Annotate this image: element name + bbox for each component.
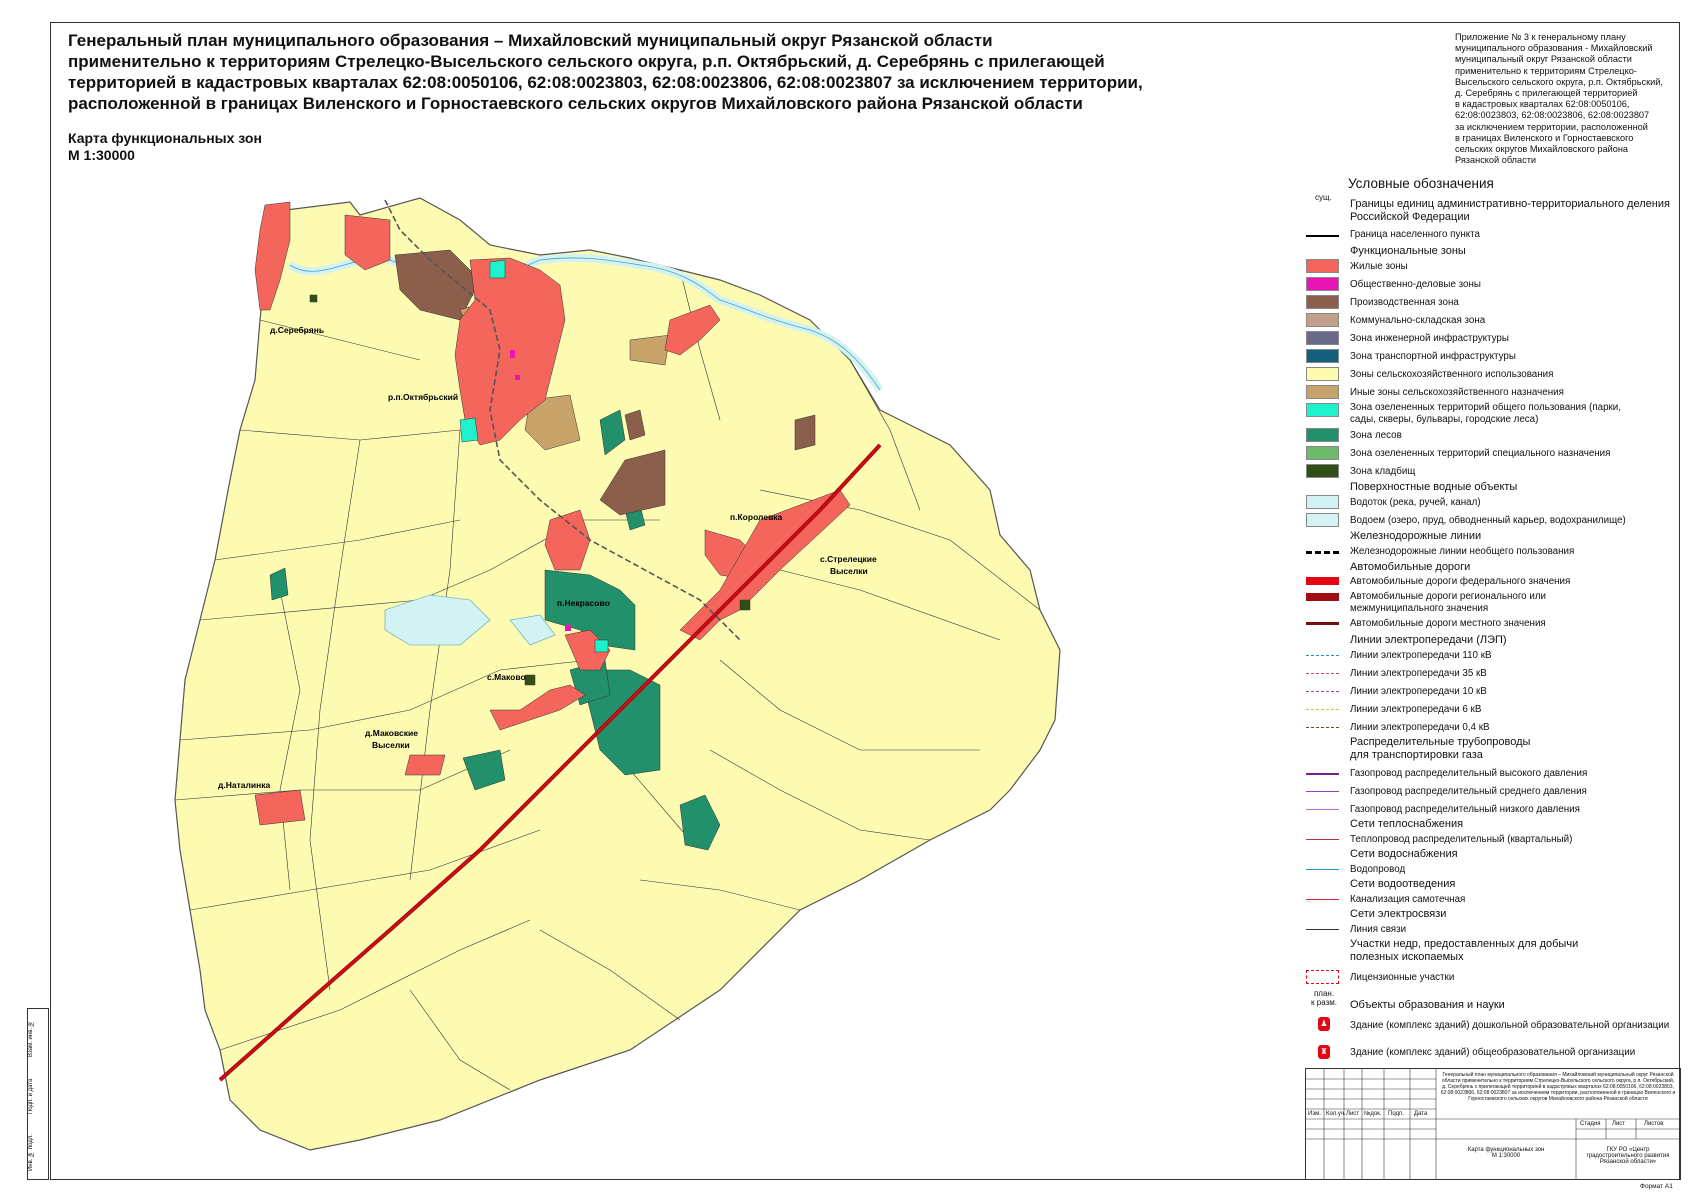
legend-item: Жилые зоны xyxy=(1350,261,1408,272)
legend-swatch xyxy=(1306,513,1339,527)
legend-line-swatch xyxy=(1306,551,1339,554)
legend-section: Поверхностные водные объекты xyxy=(1350,481,1518,493)
place-label: р.п.Октябрьский xyxy=(388,392,459,402)
legend-item: Граница населенного пункта xyxy=(1350,229,1480,240)
appendix-line: муниципальный округ Рязанской области xyxy=(1455,54,1632,65)
legend-item: Коммунально-складская зона xyxy=(1350,315,1486,326)
place-label: д.Маковские xyxy=(365,728,418,738)
sheet-format: Формат А1 xyxy=(1640,1183,1673,1190)
stamp-stage: Стадия xyxy=(1580,1121,1601,1127)
title-line: применительно к территориям Стрелецко-Высельского сельского округа, р.п. Октябрьский, д. Серебрянь с прилегающей xyxy=(68,52,1105,71)
legend-item: Линии электропередачи 6 кВ xyxy=(1350,704,1482,715)
stamp-col-label: Подп. xyxy=(1388,1111,1404,1117)
legend-section: Участки недр, предоставленных для добычи полезных ископаемых xyxy=(1350,938,1579,963)
legend-item: Зоны сельскохозяйственного использования xyxy=(1350,369,1554,380)
legend-item: Линия связи xyxy=(1350,924,1407,935)
place-label: п.Некрасово xyxy=(557,598,610,608)
stamp-sheets: Листов xyxy=(1644,1121,1664,1127)
legend-line-swatch xyxy=(1306,869,1339,870)
legend-section: Границы единиц административно-территориального деления Российской Федерации xyxy=(1350,198,1670,223)
legend-line-swatch xyxy=(1306,709,1339,710)
legend-section: Функциональные зоны xyxy=(1350,245,1466,257)
title-line: Генеральный план муниципального образования – Михайловский муниципальный округ Рязанской области xyxy=(68,31,993,50)
school-icon: ♜ xyxy=(1318,1045,1330,1059)
legend-item: Здание (комплекс зданий) общеобразовательной организации xyxy=(1350,1047,1636,1058)
legend-line-swatch xyxy=(1306,929,1339,930)
appendix-line: применительно к территориям Стрелецко- xyxy=(1455,65,1637,76)
legend-line-swatch xyxy=(1306,809,1339,810)
legend-item: Производственная зона xyxy=(1350,297,1459,308)
stamp-col-label: Дата xyxy=(1414,1111,1428,1117)
legend-item: Линии электропередачи 0,4 кВ xyxy=(1350,722,1490,733)
legend-swatch xyxy=(1306,495,1339,509)
place-label: д.Серебрянь xyxy=(270,325,325,335)
legend-item: Автомобильные дороги регионального или межмуниципального значения xyxy=(1350,591,1547,614)
stamp-col-label: Изм. xyxy=(1308,1111,1321,1117)
legend-line-swatch xyxy=(1306,235,1339,237)
legend-item: Водоем (озеро, пруд, обводненный карьер, водохранилище) xyxy=(1350,515,1626,526)
legend-swatch xyxy=(1306,403,1339,417)
map-title xyxy=(68,30,1218,114)
stamp-col-label: Лист xyxy=(1346,1111,1360,1117)
legend-item: Газопровод распределительный низкого давления xyxy=(1350,804,1580,815)
appendix-line: за исключением территории, расположенной xyxy=(1455,121,1648,132)
legend-swatch xyxy=(1306,313,1339,327)
legend-line-swatch xyxy=(1306,691,1339,692)
legend-section: Распределительные трубопроводы для транспортировки газа xyxy=(1350,736,1531,761)
map-subtitle xyxy=(68,130,262,164)
legend-item: Газопровод распределительный высокого давления xyxy=(1350,768,1588,779)
legend-line-swatch xyxy=(1306,839,1339,840)
legend-section: Объекты образования и науки xyxy=(1350,999,1505,1011)
legend-swatch xyxy=(1306,577,1339,585)
legend-item: Лицензионные участки xyxy=(1350,972,1455,983)
legend-line-swatch xyxy=(1306,655,1339,656)
side-approval-strip xyxy=(27,1008,49,1180)
legend-item: Зона озелененных территорий общего пользования (парки, сады, скверы, бульвары, городские леса) xyxy=(1350,402,1622,425)
legend-existing-label: сущ. xyxy=(1315,193,1332,202)
stamp-col-label: №док. xyxy=(1364,1111,1382,1117)
legend-item: Иные зоны сельскохозяйственного назначения xyxy=(1350,387,1564,398)
legend-section: Автомобильные дороги xyxy=(1350,561,1471,573)
legend-swatch xyxy=(1306,277,1339,291)
legend-swatch xyxy=(1306,464,1339,478)
appendix-line: сельских округов Михайловского района xyxy=(1455,144,1629,155)
legend-swatch xyxy=(1306,385,1339,399)
appendix-note xyxy=(1455,32,1675,166)
legend-line-swatch xyxy=(1306,622,1339,625)
stamp-sheet: Лист xyxy=(1612,1121,1626,1127)
appendix-line: Высельского сельского округа, р.п. Октябрьский, xyxy=(1455,76,1663,87)
legend-swatch xyxy=(1306,349,1339,363)
legend-item: Зона лесов xyxy=(1350,430,1402,441)
stamp-organization: ГКУ РО «Центр градостроительного развития Рязанской области» xyxy=(1586,1147,1670,1165)
place-label: Выселки xyxy=(372,740,410,750)
legend-item: Канализация самотечная xyxy=(1350,894,1466,905)
legend-section: Железнодорожные линии xyxy=(1350,530,1482,542)
place-label: д.Наталинка xyxy=(218,780,271,790)
legend-item: Здание (комплекс зданий) дошкольной образовательной организации xyxy=(1350,1020,1670,1031)
legend-section: Линии электропередачи (ЛЭП) xyxy=(1350,634,1507,646)
legend-planned-label: план. к разм. xyxy=(1311,989,1337,1007)
legend-item: Общественно-деловые зоны xyxy=(1350,279,1481,290)
legend-title: Условные обозначения xyxy=(1348,176,1494,191)
side-strip-label: Взам. инв. № xyxy=(28,1020,34,1057)
place-label: Выселки xyxy=(830,566,868,576)
legend-swatch xyxy=(1306,367,1339,381)
legend-line-swatch xyxy=(1306,673,1339,674)
side-strip-label: Инв. № подл. xyxy=(28,1134,34,1172)
legend-line-swatch xyxy=(1306,791,1339,792)
legend-swatch xyxy=(1306,295,1339,309)
legend-swatch xyxy=(1306,331,1339,345)
functional-zones-map[interactable] xyxy=(160,190,1310,1180)
map-name: Карта функциональных зон xyxy=(68,130,262,146)
legend-swatch xyxy=(1306,593,1339,601)
legend xyxy=(1305,173,1680,1023)
legend-item: Линии электропередачи 10 кВ xyxy=(1350,686,1487,697)
legend-section: Сети теплоснабжения xyxy=(1350,818,1464,830)
title-block xyxy=(1305,1068,1681,1180)
appendix-line: Рязанской области xyxy=(1455,155,1537,166)
legend-item: Теплопровод распределительный (квартальный) xyxy=(1350,834,1573,845)
legend-item: Линии электропередачи 110 кВ xyxy=(1350,650,1492,661)
legend-item: Автомобильные дороги федерального значения xyxy=(1350,576,1571,587)
place-label: п.Королевка xyxy=(730,512,783,522)
stamp-sheet-name: Карта функциональных зон М 1:30000 xyxy=(1467,1147,1545,1159)
legend-section: Сети водоотведения xyxy=(1350,878,1456,890)
legend-swatch xyxy=(1306,446,1339,460)
legend-item: Газопровод распределительный среднего давления xyxy=(1350,786,1587,797)
title-line: расположенной в границах Виленского и Горностаевского сельских округов Михайловского района Рязанской области xyxy=(68,94,1083,113)
appendix-line: д. Серебрянь с прилегающей территорией xyxy=(1455,88,1638,99)
legend-item: Автомобильные дороги местного значения xyxy=(1350,618,1546,629)
appendix-line: муниципального образования - Михайловский xyxy=(1455,43,1653,54)
appendix-line: в кадастровых кварталах 62:08:0050106, xyxy=(1455,99,1630,110)
legend-item: Водоток (река, ручей, канал) xyxy=(1350,497,1481,508)
legend-section: Сети водоснабжения xyxy=(1350,848,1458,860)
stamp-doc-text: Генеральный план муниципального образования – Михайловский муниципальный округ Рязанской области применительно к территориям Стрелецко-Высельского сельского округа, р.п. Октябрьский, д. Серебрянь с прилегающей территорией в кадастровых кварталах 62:08:0050106, 62:08:0023803, 62:08:0023806, 62:08:0023807 за исключением территории, расположенной в границах Виленского и Горностаевского сельских округов Михайловского района Рязанской области xyxy=(1440,1072,1676,1102)
legend-swatch xyxy=(1306,259,1339,273)
map-scale: М 1:30000 xyxy=(68,147,135,163)
legend-item: Железнодорожные линии необщего пользования xyxy=(1350,546,1575,557)
legend-item: Линии электропередачи 35 кВ xyxy=(1350,668,1487,679)
appendix-line: 62:08:0023803, 62:08:0023806, 62:08:0023807 xyxy=(1455,110,1650,121)
title-line: территорией в кадастровых кварталах 62:08:0050106, 62:08:0023803, 62:08:0023806, 62:08:0023807 за исключением территории, xyxy=(68,73,1143,92)
legend-item: Зона кладбищ xyxy=(1350,466,1416,477)
legend-swatch xyxy=(1306,428,1339,442)
appendix-line: Приложение № 3 к генеральному плану xyxy=(1455,32,1626,42)
legend-item: Водопровод xyxy=(1350,864,1406,875)
legend-swatch xyxy=(1306,970,1339,984)
legend-item: Зона инженерной инфраструктуры xyxy=(1350,333,1509,344)
appendix-line: в границах Виленского и Горностаевского xyxy=(1455,132,1634,143)
stamp-col-label: Кол.уч. xyxy=(1326,1111,1346,1117)
legend-item: Зона озелененных территорий специального назначения xyxy=(1350,448,1611,459)
side-strip-label: Подп. и дата xyxy=(28,1078,34,1115)
kindergarten-icon: ♟ xyxy=(1318,1017,1330,1031)
legend-line-swatch xyxy=(1306,727,1339,728)
legend-line-swatch xyxy=(1306,899,1339,900)
legend-item: Зона транспортной инфраструктуры xyxy=(1350,351,1516,362)
legend-section: Сети электросвязи xyxy=(1350,908,1447,920)
place-label: с.Стрелецкие xyxy=(820,554,877,564)
place-label: с.Маково xyxy=(487,672,526,682)
legend-line-swatch xyxy=(1306,773,1339,775)
